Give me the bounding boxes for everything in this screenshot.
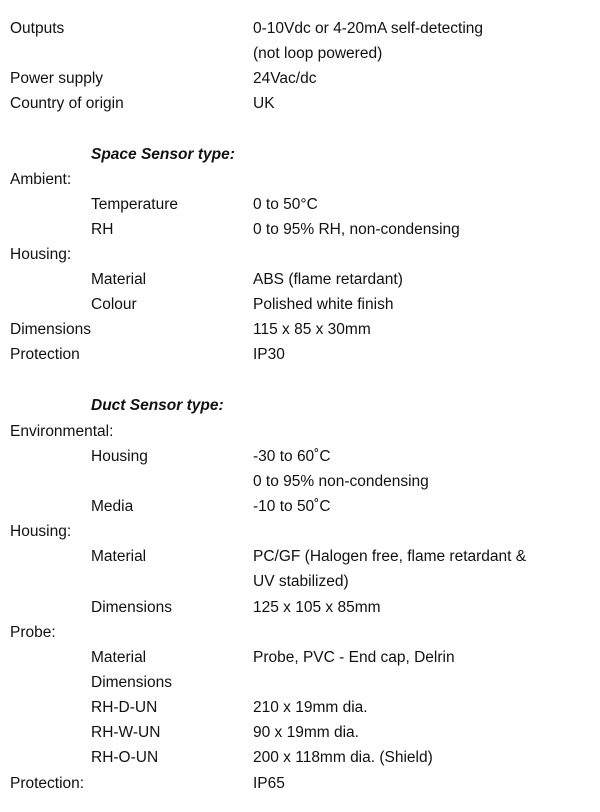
space-material-label: Material	[91, 271, 147, 288]
duct-protection-label: Protection:	[10, 775, 85, 792]
country-of-origin-value: UK	[253, 95, 275, 112]
space-ambient-label: Ambient:	[10, 171, 72, 188]
country-of-origin-label: Country of origin	[10, 95, 124, 112]
space-temperature-value: 0 to 50°C	[253, 196, 318, 213]
probe-rh-d-un-value: 210 x 19mm dia.	[253, 699, 368, 716]
space-protection-label: Protection	[10, 346, 80, 363]
space-rh-value: 0 to 95% RH, non-condensing	[253, 221, 460, 238]
probe-rh-w-un-label: RH-W-UN	[91, 724, 161, 741]
duct-dimensions-value: 125 x 105 x 85mm	[253, 599, 381, 616]
duct-probe-label: Probe:	[10, 624, 56, 641]
space-colour-label: Colour	[91, 296, 137, 313]
space-rh-label: RH	[91, 221, 114, 238]
space-material-value: ABS (flame retardant)	[253, 271, 403, 288]
probe-material-value: Probe, PVC - End cap, Delrin	[253, 649, 455, 666]
duct-housing-label: Housing:	[10, 523, 72, 540]
probe-rh-d-un-label: RH-D-UN	[91, 699, 158, 716]
probe-dimensions-label: Dimensions	[91, 674, 172, 691]
duct-env-housing-value: -30 to 60˚C	[253, 448, 331, 465]
duct-dimensions-label: Dimensions	[91, 599, 172, 616]
space-housing-label: Housing:	[10, 246, 72, 263]
space-dimensions-label: Dimensions	[10, 321, 91, 338]
outputs-value-note: (not loop powered)	[253, 45, 383, 62]
duct-media-label: Media	[91, 498, 134, 515]
probe-rh-o-un-value: 200 x 118mm dia. (Shield)	[253, 749, 433, 766]
space-colour-value: Polished white finish	[253, 296, 394, 313]
probe-rh-w-un-value: 90 x 19mm dia.	[253, 724, 359, 741]
duct-env-humidity-value: 0 to 95% non-condensing	[253, 473, 429, 490]
duct-env-housing-label: Housing	[91, 448, 148, 465]
duct-media-value: -10 to 50˚C	[253, 498, 331, 515]
power-supply-value: 24Vac/dc	[253, 70, 317, 87]
probe-rh-o-un-label: RH-O-UN	[91, 749, 159, 766]
space-protection-value: IP30	[253, 346, 285, 363]
duct-material-value: PC/GF (Halogen free, flame retardant &	[253, 548, 527, 565]
space-temperature-label: Temperature	[91, 196, 179, 213]
outputs-value: 0-10Vdc or 4-20mA self-detecting	[253, 20, 484, 37]
duct-environmental-label: Environmental:	[10, 423, 114, 440]
probe-material-label: Material	[91, 649, 147, 666]
duct-sensor-heading: Duct Sensor type:	[91, 397, 224, 414]
duct-material-label: Material	[91, 548, 147, 565]
duct-material-value-cont: UV stabilized)	[253, 573, 349, 590]
outputs-label: Outputs	[10, 20, 65, 37]
space-dimensions-value: 115 x 85 x 30mm	[253, 321, 371, 338]
space-sensor-heading: Space Sensor type:	[91, 146, 235, 163]
duct-protection-value: IP65	[253, 775, 285, 792]
power-supply-label: Power supply	[10, 70, 104, 87]
